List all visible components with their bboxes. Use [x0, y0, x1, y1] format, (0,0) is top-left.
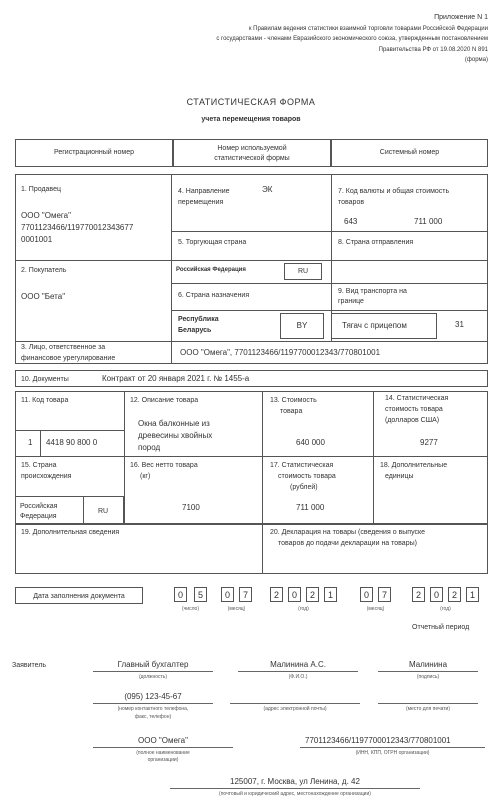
- form-subtitle: учета перемещения товаров: [201, 116, 301, 123]
- fio-value: Малинина А.С.: [270, 660, 326, 669]
- seller-ids-2: 0001001: [21, 235, 53, 244]
- forma-label: (форма): [464, 57, 488, 63]
- stat-value-rub-label-2: стоимость товара: [278, 473, 336, 480]
- net-weight-label-1: 16. Вес нетто товара: [130, 462, 198, 469]
- report-month-digit-1[interactable]: 0: [360, 587, 373, 602]
- report-month-caption: (месяц): [366, 606, 385, 612]
- trading-country-code: RU: [297, 268, 309, 275]
- day-digit-1[interactable]: 0: [174, 587, 187, 602]
- form-title: СТАТИСТИЧЕСКАЯ ФОРМА: [186, 97, 316, 107]
- seller-label: 1. Продавец: [21, 186, 61, 193]
- seller-ids: 7701123466/119770012343677: [21, 223, 134, 232]
- documents-label: 10. Документы: [21, 376, 69, 383]
- trading-country-code-box: [284, 263, 322, 280]
- reporting-period-label: Отчетный период: [412, 624, 470, 631]
- report-year-digit-1[interactable]: 2: [412, 587, 425, 602]
- org-ids-caption: (ИНН, КПП, ОГРН организации): [355, 750, 430, 756]
- header-line-3: Правительства РФ от 19.08.2020 N 891: [378, 47, 488, 53]
- phone-value: (095) 123-45-67: [124, 692, 182, 701]
- year-digit-3[interactable]: 2: [306, 587, 319, 602]
- phone-caption-2: факс, телефон): [134, 714, 172, 720]
- header-line-1: к Правилам ведения статистики взаимной торговли товарами Российской Федерации: [248, 26, 488, 32]
- goods-value: 640 000: [296, 438, 325, 447]
- responsible-label-2: финансовое урегулирование: [21, 355, 116, 362]
- used-form-number-box[interactable]: [173, 139, 331, 167]
- day-digit-2[interactable]: 5: [194, 587, 207, 602]
- transport-type: Тягач с прицепом: [342, 321, 407, 330]
- documents-value: Контракт от 20 января 2021 г. № 1455-а: [102, 374, 250, 383]
- reg-number-label: Регистрационный номер: [54, 149, 134, 156]
- total-amount: 711 000: [414, 217, 443, 226]
- stat-value-rub-label-1: 17. Статистическая: [270, 462, 334, 469]
- responsible-value: ООО "Омега", 7701123466/1197700012343/770801001: [180, 348, 381, 357]
- transport-label: 9. Вид транспорта на границе: [338, 288, 407, 305]
- address-caption: (почтовый и юридический адрес, местонахождение организации): [219, 791, 371, 797]
- origin-country-box: [15, 496, 124, 524]
- buyer-label: 2. Покупатель: [21, 267, 67, 274]
- year-digit-1[interactable]: 2: [270, 587, 283, 602]
- position-caption: (должность): [138, 674, 168, 680]
- org-ids-value: 7701123466/1197700012343/770801001: [305, 736, 451, 745]
- phone-caption-1: (номер контактного телефона,: [117, 706, 189, 712]
- net-weight: 7100: [182, 503, 200, 512]
- documents-row: [15, 370, 488, 387]
- extra-units-label-1: 18. Дополнительные: [380, 462, 448, 469]
- trading-country-name: Российская Федерация: [176, 267, 246, 273]
- dispatch-country-label: 8. Страна отправления: [338, 239, 414, 246]
- goods-value-label-2: товара: [280, 408, 303, 415]
- month-digit-2[interactable]: 7: [239, 587, 252, 602]
- trading-country-label: 5. Торгующая страна: [178, 239, 247, 246]
- org-name-caption-2: организации): [147, 757, 179, 763]
- destination-code: BY: [296, 321, 308, 330]
- fill-date-label: Дата заполнения документа: [33, 593, 125, 600]
- system-number-label: Системный номер: [379, 149, 440, 156]
- declaration-label-2: товаров до подачи декларации на товары): [278, 540, 417, 547]
- origin-country-label-2: происхождения: [21, 473, 72, 480]
- org-name-caption-1: (полное наименование: [136, 750, 190, 756]
- stat-value-rub: 711 000: [296, 503, 325, 512]
- stat-value-usd-label-3: (долларов США): [385, 417, 440, 424]
- destination-name-1: Республика: [178, 316, 219, 323]
- goods-code-label: 11. Код товара: [21, 397, 69, 404]
- net-weight-label-2: (кг): [140, 473, 151, 480]
- seller-name: ООО "Омега": [21, 211, 71, 220]
- reg-number-box[interactable]: [15, 139, 173, 167]
- goods-description-3: пород: [138, 443, 161, 452]
- extra-info-label: 19. Дополнительная сведения: [21, 529, 120, 536]
- stat-value-usd-label-2: стоимость товара: [385, 406, 443, 413]
- used-form-number-label: Номер используемой статистической формы: [214, 145, 290, 162]
- currency-total-label: 7. Код валюты и общая стоимость товаров: [338, 188, 450, 206]
- responsible-label-1: 3. Лицо, ответственное за: [21, 344, 106, 351]
- stat-value-rub-label-3: (рублей): [290, 484, 318, 491]
- goods-item-number: 1: [28, 438, 33, 447]
- transport-type-box: [331, 313, 437, 339]
- declaration-label-1: 20. Декларация на товары (сведения о выпуске: [270, 529, 426, 536]
- report-year-caption: (год): [440, 606, 451, 612]
- currency-code: 643: [344, 217, 358, 226]
- extra-units-label-2: единицы: [385, 473, 414, 480]
- year-caption: (год): [298, 606, 309, 612]
- fill-date-label-box: [15, 587, 143, 604]
- address-value: 125007, г. Москва, ул Ленина, д. 42: [230, 777, 360, 786]
- header-line-2: с государствами - членами Евразийского экономического союза, утвержденным постановлением: [216, 36, 488, 42]
- signature-value: Малинина: [408, 660, 448, 669]
- month-digit-1[interactable]: 0: [221, 587, 234, 602]
- goods-description-2: древесины хвойных: [138, 431, 213, 440]
- day-caption: (число): [182, 606, 199, 612]
- destination-code-box: [280, 313, 324, 339]
- origin-country-label-1: 15. Страна: [21, 462, 57, 469]
- destination-name-2: Беларусь: [178, 327, 212, 334]
- report-year-digit-3[interactable]: 2: [448, 587, 461, 602]
- report-year-digit-4[interactable]: 1: [466, 587, 479, 602]
- goods-description-label: 12. Описание товара: [130, 397, 199, 404]
- direction-label: 4. Направление перемещения: [178, 188, 230, 206]
- report-month-digit-2[interactable]: 7: [378, 587, 391, 602]
- origin-country-1: Российская: [20, 503, 58, 510]
- fio-caption: (Ф.И.О.): [288, 674, 308, 680]
- origin-country-2: Федерация: [20, 513, 57, 520]
- destination-country-label: 6. Страна назначения: [178, 292, 250, 299]
- applicant-label: Заявитель: [12, 662, 47, 669]
- email-caption: (адрес электронной почты): [263, 706, 327, 712]
- buyer-name: ООО "Бета": [21, 292, 66, 301]
- transport-code: 31: [455, 320, 464, 329]
- system-number-box[interactable]: [331, 139, 488, 167]
- year-digit-2[interactable]: 0: [288, 587, 301, 602]
- stat-value-usd: 9277: [420, 438, 438, 447]
- goods-code: 4418 90 800 0: [46, 438, 98, 447]
- org-name-value: ООО "Омега": [138, 736, 188, 745]
- direction-value: ЭК: [262, 185, 273, 194]
- year-digit-4[interactable]: 1: [324, 587, 337, 602]
- origin-country-code: RU: [98, 508, 109, 515]
- goods-value-label-1: 13. Стоимость: [270, 397, 317, 404]
- report-year-digit-2[interactable]: 0: [430, 587, 443, 602]
- signature-caption: (подпись): [416, 674, 440, 680]
- goods-description-1: Окна балконные из: [138, 419, 210, 428]
- position-value: Главный бухгалтер: [117, 660, 189, 669]
- month-caption: (месяц): [227, 606, 246, 612]
- stamp-place-caption: (место для печати): [405, 706, 451, 712]
- stat-value-usd-label-1: 14. Статистическая: [385, 395, 449, 402]
- appendix-label: Приложение N 1: [434, 14, 488, 21]
